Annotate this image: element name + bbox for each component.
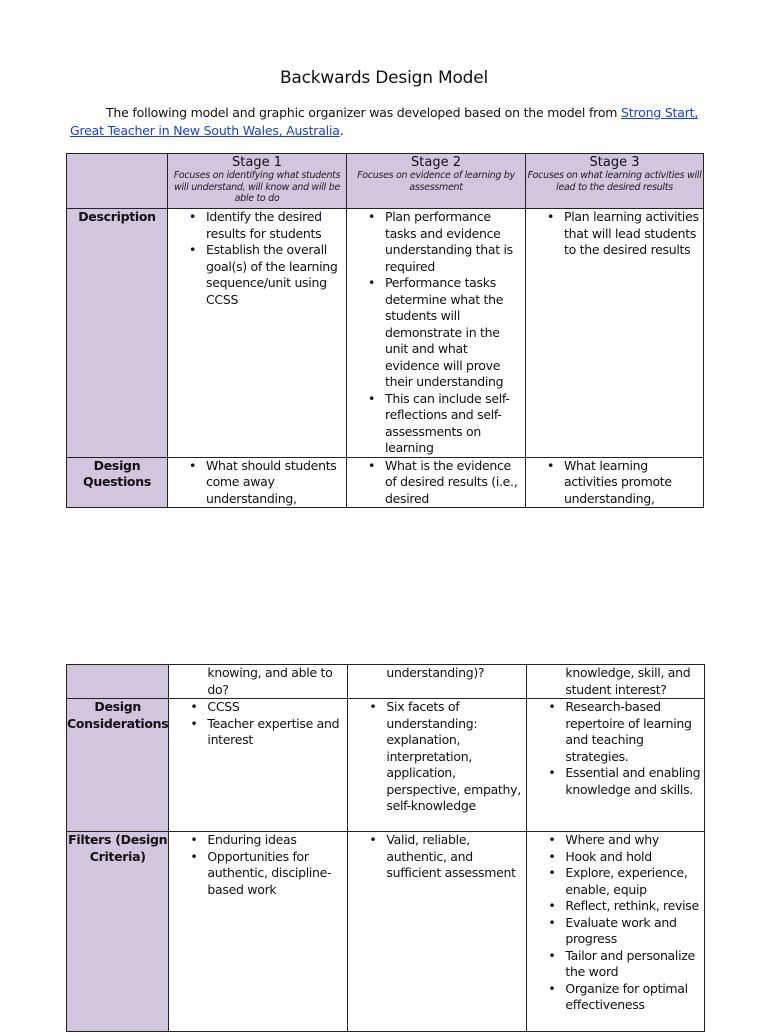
list-item: • Teacher expertise and interest [207, 716, 343, 749]
design-considerations-stage-3 [527, 699, 705, 832]
stage-header-row [67, 154, 704, 209]
list-item: • Research-based repertoire of learning and teaching strategies. [565, 699, 700, 765]
filters-stage-2 [348, 832, 527, 1032]
list-item: • This can include self-reflections and self-assessments on learning [385, 391, 521, 457]
intro-end: . [339, 123, 344, 138]
filters-stage-3 [527, 832, 705, 1032]
list-item: • What is the evidence of desired results (i.e., desired [385, 458, 521, 508]
filters-row [67, 832, 705, 1032]
list-item: • Opportunities for authentic, discipline-based work [207, 849, 343, 899]
design-questions-cont-label [67, 665, 169, 699]
stage-2-desc: Focuses on evidence of learning by assessment [357, 170, 515, 193]
stage-1-name: Stage 1 [232, 155, 282, 170]
description-stage-3 [526, 209, 704, 458]
list-item: • CCSS [207, 699, 343, 716]
filters-stage-1 [169, 832, 348, 1032]
description-row [67, 209, 704, 458]
list-item: • Establish the overall goal(s) of the learning sequence/unit using CCSS [206, 242, 342, 308]
source-link[interactable]: Strong Start, Great Teacher in New South Wales, Australia [70, 105, 699, 138]
design-considerations-row [67, 699, 705, 832]
stage-3-desc: Focuses on what learning activities will lead to the desired results [527, 170, 702, 193]
intro-text: The following model and graphic organizer was developed based on the model from [106, 105, 622, 120]
list-item: • Plan performance tasks and evidence understanding that is required [385, 209, 521, 275]
list-item: • Performance tasks determine what the students will demonstrate in the unit and what evidence will prove their understanding [385, 275, 521, 391]
list-item: • What learning activities promote understanding, [564, 458, 699, 508]
stage-3-name: Stage 3 [589, 155, 640, 170]
stage-1-desc: Focuses on identifying what students will understand, will know and will be able to do [173, 170, 341, 204]
design-questions-cont-stage-2 [348, 665, 527, 699]
design-questions-label: Design Questions [67, 457, 168, 508]
design-table-part-2 [66, 664, 705, 1032]
design-questions-stage-3 [526, 457, 704, 508]
list-item: • Tailor and personalize the word [565, 948, 700, 981]
description-stage-1 [168, 209, 347, 458]
list-item: • What should students come away understanding, [206, 458, 342, 508]
design-questions-cont-stage-1 [169, 665, 348, 699]
list-item: • Hook and hold [565, 849, 700, 866]
design-questions-stage-2 [347, 457, 526, 508]
list-item: • Explore, experience, enable, equip [565, 865, 700, 898]
list-item: • Six facets of understanding: explanation, interpretation, application, perspective, empathy, self-knowledge [386, 699, 522, 815]
stage-2-name: Stage 2 [411, 155, 461, 170]
list-item: • Enduring ideas [207, 832, 343, 849]
continued-text: knowledge, skill, and student interest? [565, 665, 691, 697]
list-item: • Valid, reliable, authentic, and sufficient assessment [386, 832, 522, 882]
stage-3-header [526, 154, 704, 209]
continued-text: understanding)? [386, 665, 485, 680]
list-item: • Essential and enabling knowledge and skills. [565, 765, 700, 798]
filters-label: Filters (Design Criteria) [67, 832, 169, 1032]
design-questions-stage-1 [168, 457, 347, 508]
design-questions-cont-stage-3 [527, 665, 705, 699]
design-table-part-1 [66, 153, 704, 508]
header-corner-cell [67, 154, 168, 209]
stage-2-header [347, 154, 526, 209]
continued-text: knowing, and able to do? [207, 665, 333, 697]
intro-paragraph [70, 104, 710, 140]
design-questions-row [67, 457, 704, 508]
stage-1-header [168, 154, 347, 209]
design-questions-cont-row [67, 665, 705, 699]
description-stage-2 [347, 209, 526, 458]
design-considerations-stage-2 [348, 699, 527, 832]
list-item: • Identify the desired results for students [206, 209, 342, 242]
list-item: • Reflect, rethink, revise [565, 898, 700, 915]
list-item: • Where and why [565, 832, 700, 849]
description-label: Description [67, 209, 168, 458]
list-item: • Evaluate work and progress [565, 915, 700, 948]
list-item: • Plan learning activities that will lead students to the desired results [564, 209, 699, 259]
design-considerations-label: Design Considerations [67, 699, 169, 832]
page-title: Backwards Design Model [279, 68, 489, 88]
list-item: • Organize for optimal effectiveness [565, 981, 700, 1014]
design-considerations-stage-1 [169, 699, 348, 832]
